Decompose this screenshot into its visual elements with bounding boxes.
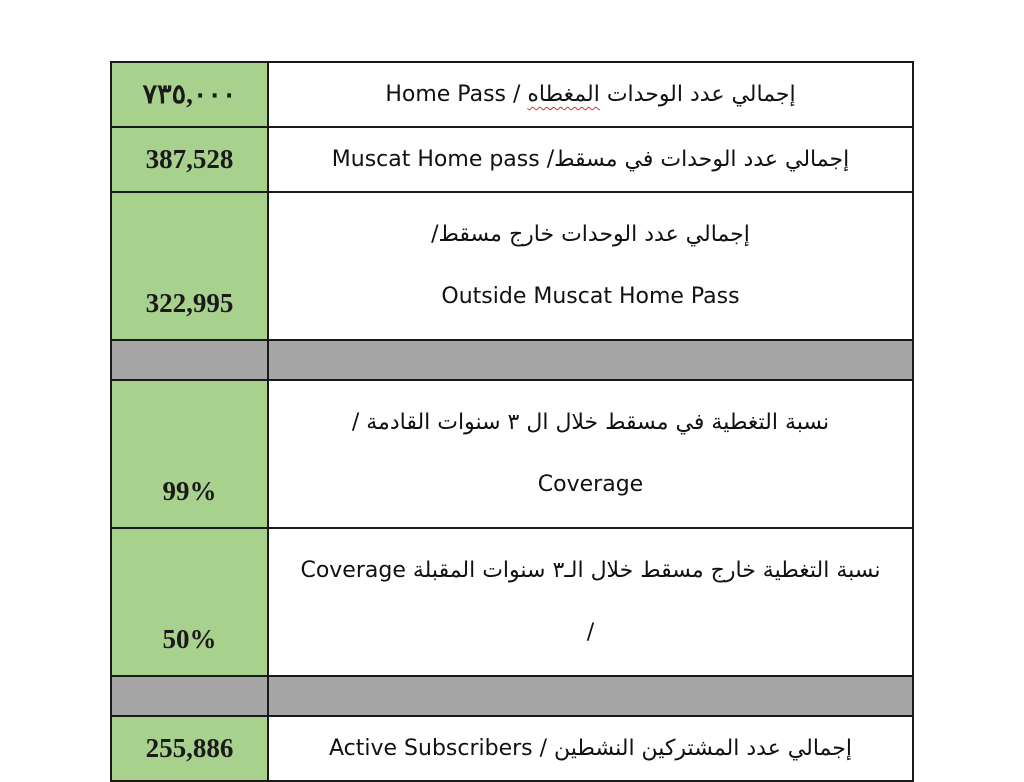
table-row-muscat-home-pass <box>111 127 913 192</box>
label-muscat-coverage <box>268 380 913 528</box>
label-english: Active Subscribers / <box>329 736 548 761</box>
separator-row <box>111 340 913 380</box>
table-row-total-home-pass <box>111 62 913 127</box>
value-muscat-home-pass: 387,528 <box>111 127 268 192</box>
separator-cell <box>111 676 268 716</box>
label-arabic: إجمالي عدد الوحدات في مسقط/ <box>546 147 850 172</box>
label-english: Coverage <box>537 472 644 497</box>
separator-cell <box>111 340 268 380</box>
table-row-outside-muscat-coverage <box>111 528 913 676</box>
label-arabic: نسبة التغطية في مسقط خلال ال ٣ سنوات القادمة / <box>351 410 830 435</box>
label-english: Home Pass / <box>385 82 521 107</box>
label-arabic <box>527 82 795 107</box>
label-arabic: نسبة التغطية خارج مسقط خلال الـ٣ سنوات المقبلة Coverage <box>300 558 881 583</box>
separator-row <box>111 676 913 716</box>
label-slash: / <box>586 620 595 645</box>
label-arabic: إجمالي عدد المشتركين النشطين <box>554 736 852 761</box>
value-active-subscribers: 255,886 <box>111 716 268 781</box>
table-row-outside-muscat-home-pass <box>111 192 913 340</box>
label-muscat-home-pass <box>268 127 913 192</box>
label-total-home-pass <box>268 62 913 127</box>
label-outside-muscat-coverage <box>268 528 913 676</box>
label-active-subscribers <box>268 716 913 781</box>
value-muscat-coverage: 99% <box>111 380 268 528</box>
spellcheck-flagged-word: المغطاه <box>527 82 600 107</box>
label-arabic: إجمالي عدد الوحدات خارج مسقط/ <box>431 222 750 247</box>
label-outside-muscat-home-pass <box>268 192 913 340</box>
value-outside-muscat-home-pass: 322,995 <box>111 192 268 340</box>
table-row-active-subscribers <box>111 716 913 781</box>
label-english: Outside Muscat Home Pass <box>441 284 740 309</box>
separator-cell <box>268 340 913 380</box>
separator-cell <box>268 676 913 716</box>
label-english: Muscat Home pass <box>331 147 540 172</box>
table-row-muscat-coverage <box>111 380 913 528</box>
stats-table <box>110 61 914 782</box>
label-arabic-text: إجمالي عدد الوحدات <box>606 82 796 107</box>
value-total-home-pass: ٧٣٥,٠٠٠ <box>111 62 268 127</box>
value-outside-muscat-coverage: 50% <box>111 528 268 676</box>
